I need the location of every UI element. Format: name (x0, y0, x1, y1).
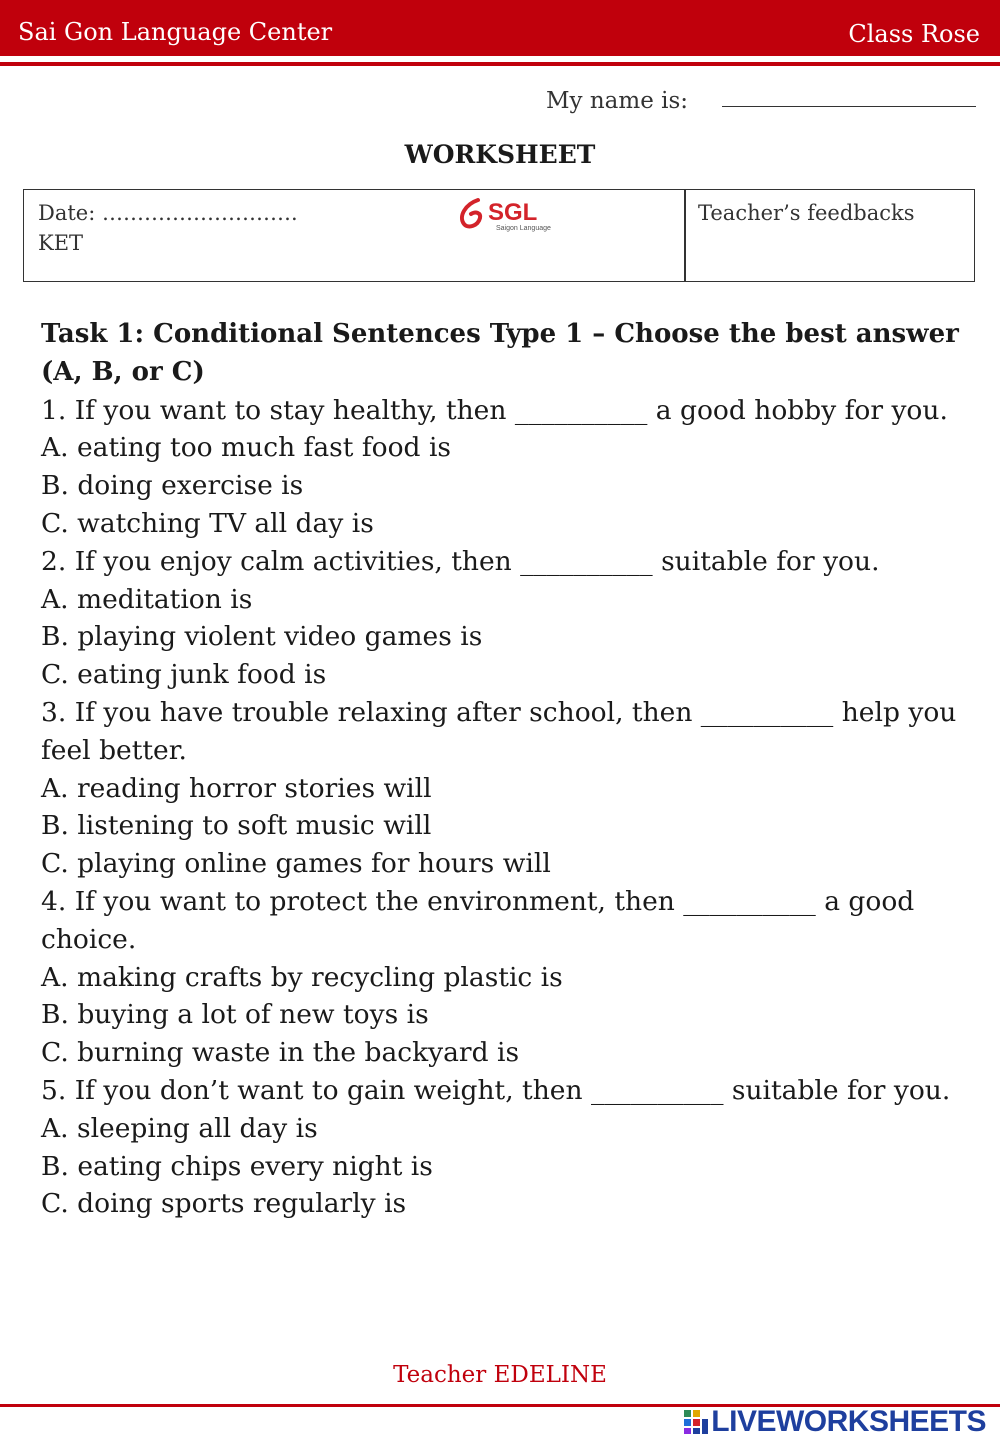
answer-option[interactable]: C. doing sports regularly is (41, 1188, 407, 1220)
question-text: 5. If you don’t want to gain weight, then __________ suitable for you. (41, 1074, 951, 1106)
task-title: Task 1: Conditional Sentences Type 1 – Choose the best answer (A, B, or C) (41, 319, 959, 387)
level-label: KET (38, 231, 84, 255)
name-input-line[interactable] (722, 106, 976, 107)
info-divider (684, 190, 686, 281)
logo-text: SGL (488, 199, 538, 226)
answer-option[interactable]: C. watching TV all day is (41, 507, 374, 539)
brand-text: LIVEWORKSHEETS (711, 1405, 986, 1438)
header-divider (0, 62, 1000, 66)
question-block (41, 543, 976, 694)
answer-option[interactable]: A. making crafts by recycling plastic is (41, 961, 563, 993)
answer-option[interactable]: B. listening to soft music will (41, 810, 432, 842)
date-field: Date: ………………………. (38, 201, 298, 225)
info-box (23, 189, 975, 282)
answer-option[interactable]: C. burning waste in the backyard is (41, 1037, 520, 1069)
question-block (41, 1072, 976, 1223)
logo-subtext: Saigon Language (496, 225, 551, 232)
header-bar (0, 0, 1000, 56)
question-text: 3. If you have trouble relaxing after school, then __________ help you feel better. (41, 696, 957, 766)
question-block (41, 392, 976, 543)
liveworksheets-brand[interactable] (683, 1404, 986, 1440)
class-name: Class Rose (848, 20, 980, 48)
answer-option[interactable]: C. playing online games for hours will (41, 848, 551, 880)
question-block (41, 694, 976, 883)
teacher-feedback-label: Teacher’s feedbacks (698, 201, 915, 225)
teacher-name: Teacher EDELINE (393, 1362, 607, 1388)
answer-option[interactable]: A. meditation is (41, 583, 253, 615)
answer-option[interactable]: B. buying a lot of new toys is (41, 999, 429, 1031)
question-text: 1. If you want to stay healthy, then __________ a good hobby for you. (41, 394, 948, 426)
answer-option[interactable]: A. sleeping all day is (41, 1112, 318, 1144)
answer-option[interactable]: B. eating chips every night is (41, 1150, 433, 1182)
answer-option[interactable]: B. playing violent video games is (41, 621, 483, 653)
answer-option[interactable]: B. doing exercise is (41, 470, 304, 502)
task-content (41, 316, 976, 1223)
liveworksheets-logo-icon (683, 1409, 709, 1435)
answer-option[interactable]: A. eating too much fast food is (41, 432, 452, 464)
name-label: My name is: (546, 88, 689, 114)
sgl-logo-icon (456, 194, 556, 236)
center-name: Sai Gon Language Center (18, 18, 333, 46)
answer-option[interactable]: C. eating junk food is (41, 659, 327, 691)
question-block (41, 883, 976, 1072)
answer-option[interactable]: A. reading horror stories will (41, 772, 432, 804)
question-text: 4. If you want to protect the environment, then __________ a good choice. (41, 885, 915, 955)
worksheet-title: WORKSHEET (404, 140, 596, 169)
question-text: 2. If you enjoy calm activities, then __________ suitable for you. (41, 545, 880, 577)
